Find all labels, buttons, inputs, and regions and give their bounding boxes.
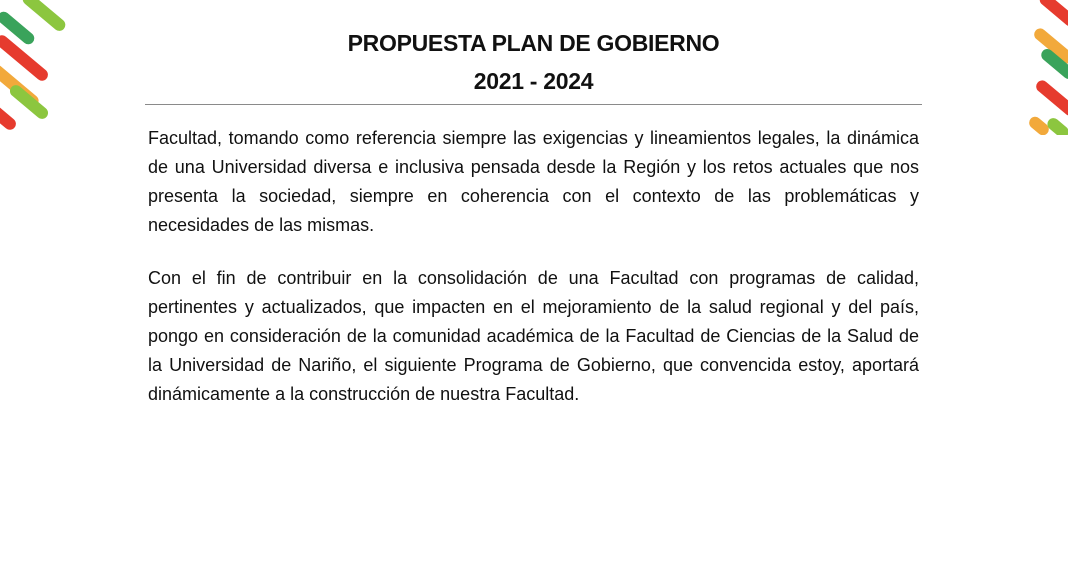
- corner-stripes-decoration-right: [1028, 0, 1068, 135]
- decoration-stripe: [20, 0, 68, 33]
- header-divider: [145, 104, 922, 105]
- paragraph: Con el fin de contribuir en la consolidación de una Facultad con programas de calidad, pertinentes y actualizados, que impacten en el mejoramiento de la salud regional y del país, pongo en consideración de la comunidad académica de la Facultad de Ciencias de la Salud de la Universidad de Nariño, el siguiente Programa de Gobierno, que convencida estoy, aportará dinámicamente a la construcción de nuestra Facultad.: [148, 268, 919, 404]
- page-title: PROPUESTA PLAN DE GOBIERNO: [347, 30, 720, 56]
- paragraph: Facultad, tomando como referencia siempre las exigencias y lineamientos legales, la dinámica de una Universidad diversa e inclusiva pensada desde la Región y los retos actuales que nos presenta la sociedad, siempre en coherencia con el contexto de las problemáticas y necesidades de las mismas.: [148, 128, 919, 235]
- corner-stripes-decoration-left: [0, 0, 70, 130]
- decoration-stripe: [8, 83, 51, 122]
- decoration-stripe: [1034, 78, 1068, 118]
- decoration-stripe: [1045, 116, 1068, 135]
- decoration-stripe: [0, 104, 18, 130]
- period-years: 2021 - 2024: [473, 68, 594, 94]
- decoration-stripe: [1037, 0, 1068, 29]
